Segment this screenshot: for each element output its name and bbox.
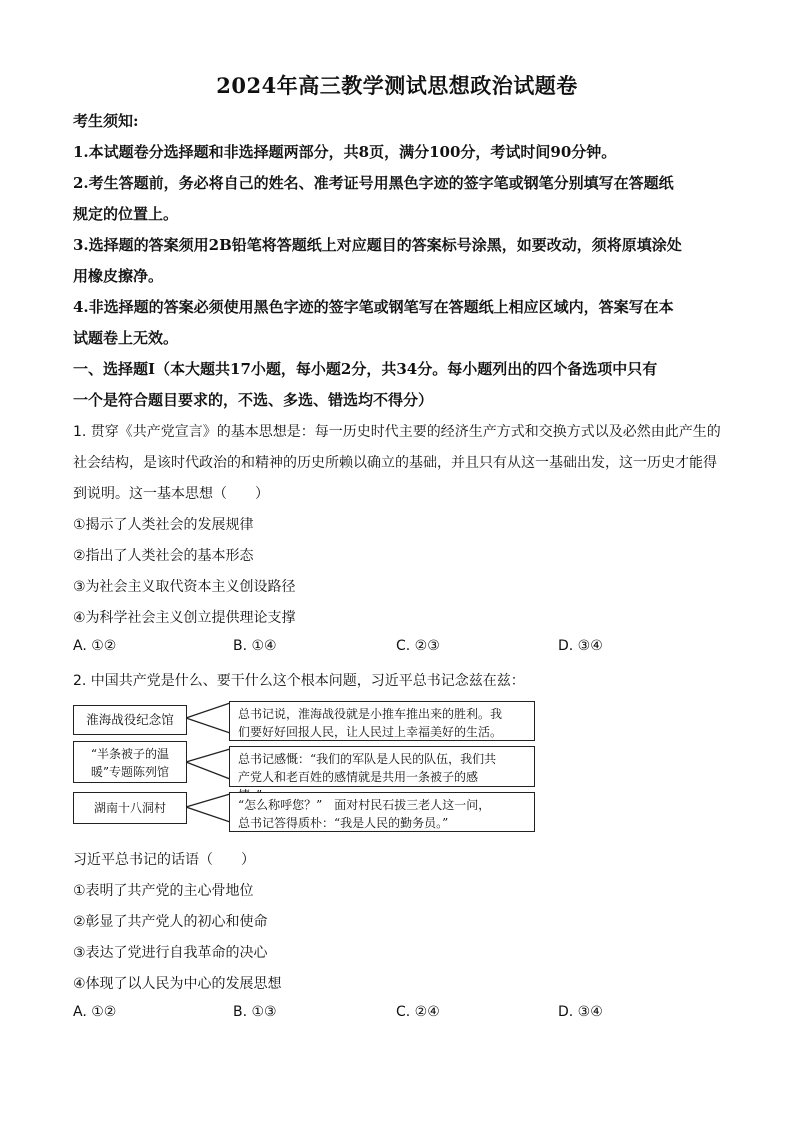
figure-label-text: “半条被子的温 (90, 747, 170, 761)
q1-statement: ④为科学社会主义创立提供理论支撑 (73, 610, 296, 626)
notice-item: 试题卷上无效。 (73, 329, 179, 347)
section-heading: 一、选择题Ⅰ（本大题共17小题，每小题2分，共34分。每小题列出的四个备选项中只有 (73, 360, 658, 378)
notice-item: 2.考生答题前，务必将自己的姓名、准考证号用黑色字迹的签字笔或钢笔分别填写在答题纸 (73, 174, 674, 192)
figure-callout-2 (229, 746, 535, 787)
callout-text: “怎么称呼您？” 面对村民石拔三老人这一问， (238, 798, 491, 812)
callout-text: 总书记答得质朴：“我是人民的勤务员。” (238, 816, 449, 830)
q2-statement: ①表明了共产党的主心骨地位 (73, 883, 254, 899)
q2-option-b[interactable]: B. ①③ (233, 1004, 277, 1020)
figure-label-shibadong (73, 792, 187, 824)
q1-statement: ①揭示了人类社会的发展规律 (73, 517, 254, 533)
section-heading: 一个是符合题目要求的，不选、多选、错选均不得分） (73, 391, 434, 409)
q1-option-b[interactable]: B. ①④ (233, 638, 277, 654)
q1-stem: 到说明。这一基本思想（ ） (73, 486, 269, 502)
figure-label-huaihai (73, 705, 187, 735)
notice-heading: 考生须知: (73, 112, 139, 130)
callout-text: 总书记感慨：“我们的军队是人民的队伍，我们共 (238, 752, 497, 766)
q2-statement: ④体现了以人民为中心的发展思想 (73, 976, 282, 992)
q2-prompt: 习近平总书记的话语（ ） (73, 852, 255, 868)
figure-label-text: 淮海战役纪念馆 (86, 712, 174, 727)
q2-option-a[interactable]: A. ①② (73, 1004, 117, 1020)
q1-statement: ②指出了人类社会的基本形态 (73, 548, 254, 564)
figure-label-text: 暖”专题陈列馆 (90, 765, 170, 779)
notice-item: 4.非选择题的答案必须使用黑色字迹的签字笔或钢笔写在答题纸上相应区域内，答案写在本 (73, 298, 674, 316)
callout-pointer (186, 703, 230, 733)
q2-stem: 2. 中国共产党是什么、要干什么这个根本问题，习近平总书记念兹在兹： (73, 673, 525, 689)
callout-text: 们要好好回报人民，让人民过上幸福美好的生活。 (238, 725, 503, 739)
figure-label-quilt (73, 741, 187, 783)
callout-pointer (186, 749, 230, 779)
callout-text: 产党人和老百姓的感情就是共用一条被子的感 (238, 770, 479, 784)
notice-item: 用橡皮擦净。 (73, 267, 164, 285)
callout-pointer (186, 794, 230, 822)
exam-title: 2024年高三教学测试思想政治试题卷 (216, 73, 578, 98)
figure-callout-3 (229, 792, 535, 832)
q1-option-a[interactable]: A. ①② (73, 638, 117, 654)
notice-item: 3.选择题的答案须用2B铅笔将答题纸上对应题目的答案标号涂黑，如要改动，须将原填涂处 (73, 236, 682, 254)
q2-option-d[interactable]: D. ③④ (558, 1004, 603, 1020)
figure-label-text: 湖南十八洞村 (93, 801, 166, 815)
figure-callout-1 (229, 701, 535, 741)
q1-stem: 社会结构，是该时代政治的和精神的历史所赖以确立的基础，并且只有从这一基础出发，这一历史才能得 (73, 455, 717, 471)
notice-item: 规定的位置上。 (73, 205, 179, 223)
q2-option-c[interactable]: C. ②④ (396, 1004, 440, 1020)
q1-stem: 1. 贯穿《共产党宣言》的基本思想是：每一历史时代主要的经济生产方式和交换方式以及必然由此产生的 (73, 424, 721, 440)
q2-statement: ③表达了党进行自我革命的决心 (73, 945, 268, 961)
q2-statement: ②彰显了共产党人的初心和使命 (73, 914, 268, 930)
notice-item: 1.本试题卷分选择题和非选择题两部分，共8页，满分100分，考试时间90分钟。 (73, 143, 617, 161)
q1-option-c[interactable]: C. ②③ (396, 638, 440, 654)
callout-text: 总书记说，淮海战役就是小推车推出来的胜利。我 (238, 707, 503, 721)
q1-option-d[interactable]: D. ③④ (558, 638, 603, 654)
q1-statement: ③为社会主义取代资本主义创设路径 (73, 579, 296, 595)
